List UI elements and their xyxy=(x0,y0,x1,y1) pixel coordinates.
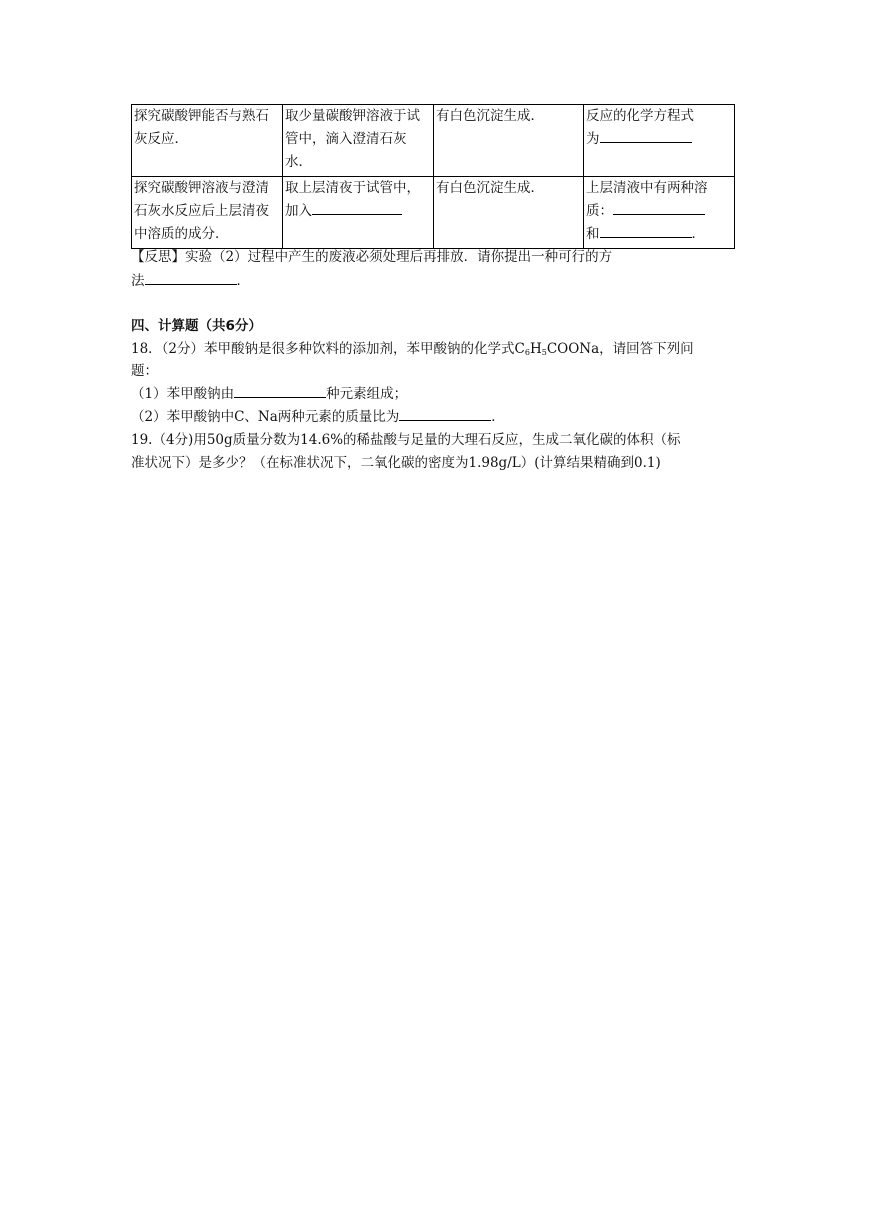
answer-blank[interactable] xyxy=(600,223,692,238)
table-row xyxy=(132,105,735,177)
table-row xyxy=(132,177,735,249)
question-18-line xyxy=(131,338,694,364)
question-text: H xyxy=(529,341,542,357)
question-18-part-1 xyxy=(131,383,407,405)
table-cell-step xyxy=(283,105,434,177)
question-19-line xyxy=(131,452,661,474)
cell-text: 探究碳酸钾能否与熟石灰反应． xyxy=(134,108,269,147)
experiment-table xyxy=(131,104,735,249)
cell-text: 反应的化学方程式 xyxy=(586,108,694,124)
question-18-part-2 xyxy=(131,406,505,428)
subscript: 6 xyxy=(524,348,530,357)
table-cell-purpose xyxy=(132,177,283,249)
table-cell-step xyxy=(283,177,434,249)
cell-text: 为 xyxy=(586,131,600,147)
answer-blank[interactable] xyxy=(145,270,237,285)
cell-text: 质： xyxy=(586,203,613,219)
table-cell-purpose xyxy=(132,105,283,177)
table-cell-observation xyxy=(434,177,584,249)
reflection-text: ． xyxy=(236,273,250,289)
subscript: 5 xyxy=(541,348,547,357)
table-cell-observation xyxy=(434,105,584,177)
table-cell-conclusion xyxy=(584,177,735,249)
question-text: （1）苯甲酸钠由 xyxy=(131,386,235,402)
answer-blank[interactable] xyxy=(600,128,692,143)
question-text: 题： xyxy=(131,363,158,379)
cell-text: 有白色沉淀生成． xyxy=(436,180,544,196)
cell-text: ． xyxy=(691,226,705,242)
question-19-line xyxy=(131,429,681,451)
question-text: 18．（2分）苯甲酸钠是很多种饮料的添加剂，苯甲酸钠的化学式C xyxy=(131,341,525,357)
question-18-line xyxy=(131,360,158,382)
answer-blank[interactable] xyxy=(312,200,402,215)
cell-text: 和 xyxy=(586,226,600,242)
reflection-line xyxy=(131,270,250,292)
reflection-text: 【反思】实验（2）过程中产生的废液必须处理后再排放．请你提出一种可行的方 xyxy=(131,249,613,265)
cell-text: 探究碳酸钾溶液与澄清石灰水反应后上层清夜中溶质的成分． xyxy=(134,180,269,242)
reflection-line xyxy=(131,246,612,268)
question-text: 种元素组成； xyxy=(326,386,408,402)
answer-blank[interactable] xyxy=(234,383,326,398)
cell-text: 有白色沉淀生成． xyxy=(436,108,544,124)
answer-blank[interactable] xyxy=(399,406,491,421)
question-text: （2）苯甲酸钠中C、Na两种元素的质量比为 xyxy=(131,409,400,425)
question-text: COONa，请回答下列问 xyxy=(546,341,694,357)
question-text: 准状况下）是多少？（在标准状况下，二氧化碳的密度为1.98g/L）(计算结果精确到0.1) xyxy=(131,455,661,471)
cell-text: 取少量碳酸钾溶液于试管中，滴入澄清石灰水． xyxy=(285,108,420,170)
cell-text: 上层清液中有两种溶 xyxy=(586,180,708,196)
answer-blank[interactable] xyxy=(613,200,705,215)
reflection-text: 法 xyxy=(131,273,145,289)
cell-text: 取上层清夜于试管中，加入 xyxy=(285,180,420,219)
table-cell-conclusion xyxy=(584,105,735,177)
section-heading: 四、计算题（共6分） xyxy=(131,318,262,334)
question-text: 19.（4分)用50g质量分数为14.6%的稀盐酸与足量的大理石反应，生成二氧化碳的体积（标 xyxy=(131,432,681,448)
question-text: ． xyxy=(491,409,505,425)
